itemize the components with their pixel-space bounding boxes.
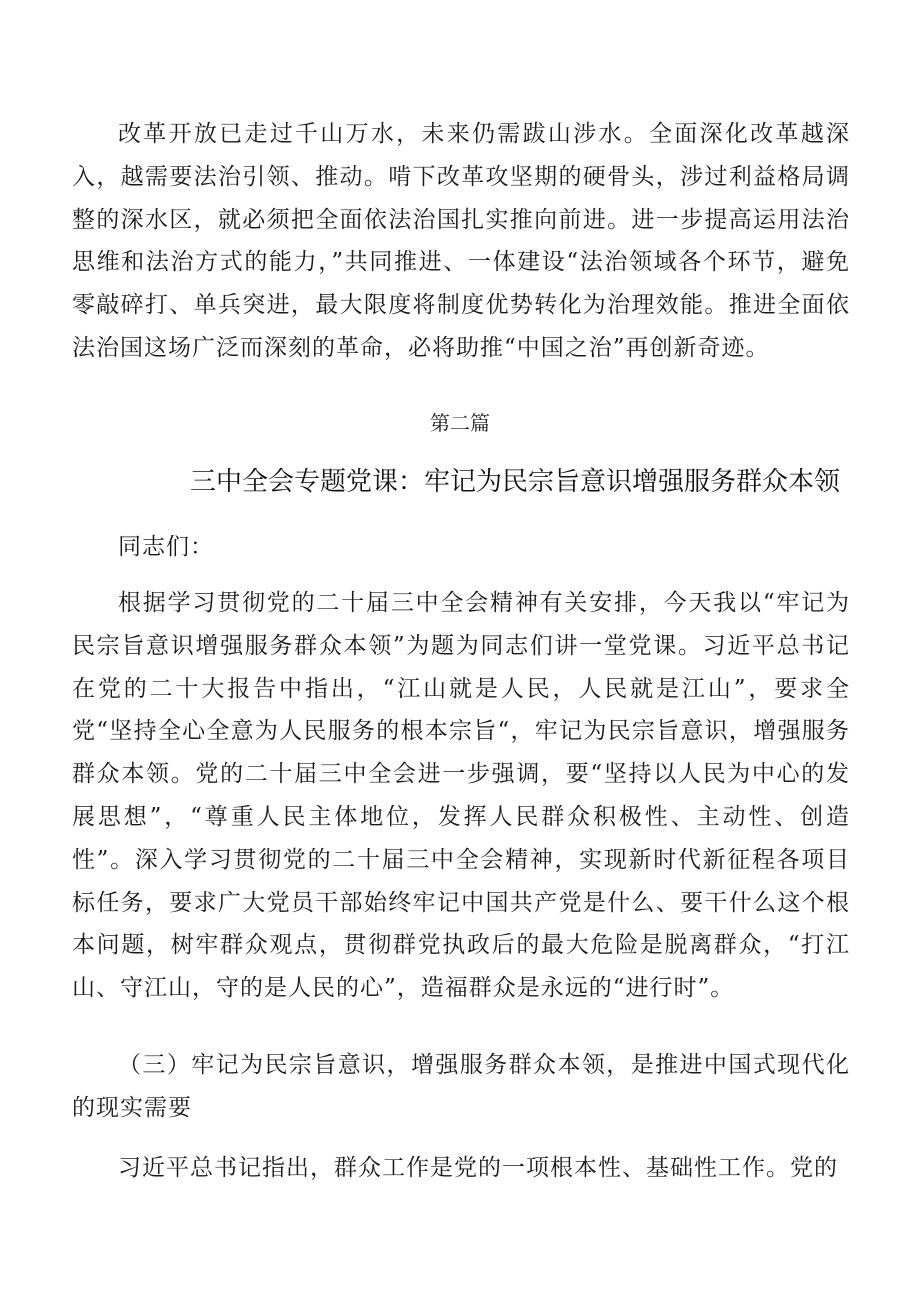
document-title: 三中全会专题党课：牢记为民宗旨意识增强服务群众本领: [190, 467, 841, 497]
subsection-heading: （三）牢记为民宗旨意识，增强服务群众本领，是推进中国式现代化的现实需要: [72, 1052, 850, 1121]
section-label: 第二篇: [430, 411, 490, 435]
body-paragraph: 改革开放已走过千山万水，未来仍需跋山涉水。全面深化改革越深入，越需要法治引领、推动。啃下改革攻坚期的硬骨头，涉过利益格局调整的深水区，就必须把全面依法治国扎实推向前进。进一步提高运用法治思维和法治方式的能力，”共同推进、一体建设“法治领域各个环节，避免零敲碎打、单兵突进，最大限度将制度优势转化为治理效能。推进全面依法治国这场广泛而深刻的革命，必将助推“中国之治”再创新奇迹。: [72, 121, 850, 361]
body-paragraph: 习近平总书记指出，群众工作是党的一项根本性、基础性工作。党的: [118, 1155, 838, 1181]
body-paragraph: 根据学习贯彻党的二十届三中全会精神有关安排，今天我以“牢记为民宗旨意识增强服务群众本领”为题为同志们讲一堂党课。习近平总书记在党的二十大报告中指出，“江山就是人民，人民就是江山”，要求全党“坚持全心全意为人民服务的根本宗旨“，牢记为民宗旨意识，增强服务群众本领。党的二十届三中全会进一步强调，要“坚持以人民为中心的发展思想”，“尊重人民主体地位，发挥人民群众积极性、主动性、创造性”。深入学习贯彻党的二十届三中全会精神，实现新时代新征程各项目标任务，要求广大党员干部始终牢记中国共产党是什么、要干什么这个根本问题，树牢群众观点，贯彻群党执政后的最大危险是脱离群众，“打江山、守江山，守的是人民的心”，造福群众是永远的“进行时”。: [72, 590, 850, 1002]
salutation: 同志们：: [118, 534, 214, 560]
